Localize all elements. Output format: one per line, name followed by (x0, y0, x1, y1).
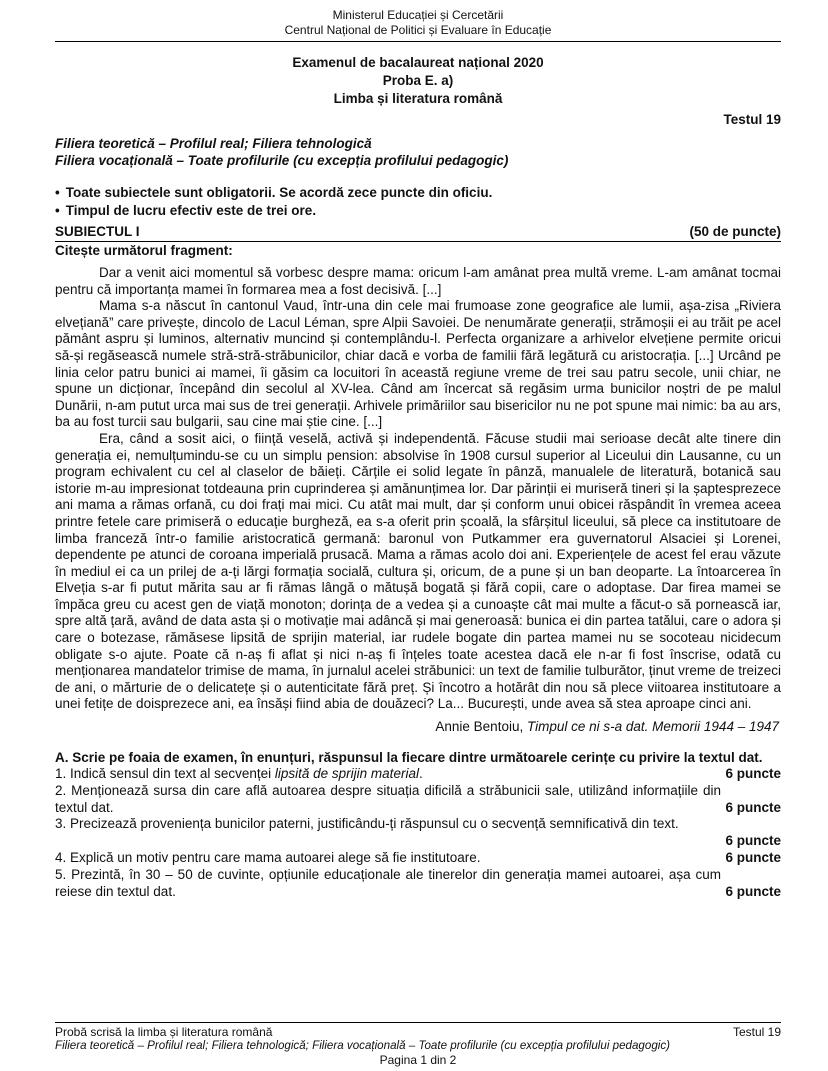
footer-page-number: Pagina 1 din 2 (379, 1053, 457, 1067)
question-text: 4. Explică un motiv pentru care mama autoarei alege să fie institutoare. (55, 850, 481, 866)
fragment-author: Annie Bentoiu, (435, 719, 524, 735)
question-4 (55, 850, 781, 867)
exam-subject: Limba și literatura română (333, 91, 503, 106)
exam-title-block (55, 54, 781, 108)
question-3 (55, 816, 781, 850)
filiere-block (55, 135, 781, 169)
fragment-work-title: Timpul ce ni s-a dat. Memorii 1944 – 1947 (526, 719, 779, 735)
section-points: (50 de puncte) (689, 224, 781, 239)
fragment-paragraph: Mama s-a născut în cantonul Vaud, într-una din cele mai frumoase zone geografice ale lumii, așa-zisa „Riviera elvețiană” care privește, dincolo de Lacul Léman, spre Alpii Savoiei. De nenumărate generații, strămoșii ei au trăit pe acel pământ aspru și luminos, alternativ muncind și contemplându-l. Perfecta organizare a arhivelor elvețiene permite oricui să-și regăsească numele stră-stră-străbunicilor, chiar dacă e vorba de familii fără legătură cu aristocrația. [...] Urcând pe linia celor patru bunici ai mamei, îi găsim ca locuitori în această regiune vreme de trei sau patru secole, unii chiar, ne spune un dicționar, începând din secolul al XV-lea. Când am încercat să regăsim urma bunicilor noștri de pe malul Dunării, n-am putut urca mai sus de trei generații. Arhivele primăriilor sau bisericilor nu ne pot spune mai nimic: ba au ars, ba au fost turcii sau bulgarii, sau cine mai știe cine. [...] (55, 298, 781, 430)
page-header (55, 8, 781, 38)
footer-test-number: Testul 19 (732, 1025, 781, 1039)
question-text-end: . (418, 766, 423, 782)
exam-proba: Proba E. a) (382, 73, 454, 88)
question-points: 6 puncte (725, 799, 781, 815)
question-text: 1. Indică sensul din text al secvenței (55, 766, 275, 782)
section-name: SUBIECTUL I (55, 224, 140, 239)
center-name: Centrul Național de Politici și Evaluare în Educație (284, 23, 552, 37)
question-points: 6 puncte (725, 833, 781, 849)
literary-fragment (55, 265, 781, 713)
question-text: 3. Precizează proveniența bunicilor paterni, justificându-ți răspunsul cu o secvență semnificativă din text. (55, 816, 679, 832)
header-divider (55, 41, 781, 42)
exam-title: Examenul de bacalaureat național 2020 (292, 55, 544, 70)
question-quoted-sequence: lipsită de sprijin material (274, 766, 419, 782)
section-header (55, 223, 781, 242)
ministry-name: Ministerul Educației și Cercetării (332, 8, 504, 22)
question-1 (55, 766, 781, 783)
fragment-paragraph: Era, când a sosit aici, o ființă veselă, activă și independentă. Făcuse studii mai serioase decât alte tinere din generația ei, nemulțumindu-se cu un simplu pension: absolvise în 1908 cursul superior al Liceului din Lausanne, cu un program echivalent cu cel al claselor de băieți. Cărțile ei solid legate în pânză, manualele de literatură, botanică sau istorie m-au impresionat totdeauna prin cuprinderea și amănunțimea lor. Dar părinții ei muriseră tineri și la șaptesprezece ani mama a rămas orfană, cu doi frați mai mici. Cu atât mai mult, dar și conform unui obicei răspândit în vremea aceea printre fetele care primiseră o educație burgheză, ea s-a oferit prin școală, la sfârșitul liceului, să plece ca institutoare de limba franceză într-o familie aristocratică germană: baronul von Putkammer era guvernatorul Alsaciei și Lorenei, dependente pe atunci de coroana imperială prusacă. Mama a rămas acolo doi ani. Experiențele de acest fel erau văzute în mediul ei ca un prilej de a-ți lărgi formația socială, cultura și, oricum, de a pune și un ban deoparte. La întoarcerea în Elveția s-ar fi putut mărita sau ar fi rămas lângă o mătușă bogată și fără copii, care o adoptase. Dar firea mamei se împăca greu cu acest gen de viață monoton; dorința de a vedea și a cunoaște cât mai multe a făcut-o să pornească iar, spre altă țară, având de data asta și o motivație mai adâncă și mai generoasă: bunica ei din partea tatălui, care o adora și care o botezase, rămăsese lipsită de sprijin material, iar rudele bogate din partea mamei nu se socoteau nicidecum obligate s-o ajute. Poate că n-aș fi aflat și nici n-aș fi înțeles toate acestea dacă ele n-ar fi fost înscrise, odată cu menționarea mandatelor trimise de mama, în jurnalul acelei străbunici: un text de familie tulburător, ținut vreme de treizeci de ani, o mărturie de o delicatețe și o autenticitate fără preț. Și încotro a hotărât din nou să plece viitoarea institutoare a unei fetițe de doisprezece ani, ea însăși fiind abia de douăzeci? La... București, unde avea să stea aproape cinci ani. (55, 430, 781, 712)
question-points: 6 puncte (725, 850, 781, 866)
fragment-paragraph: Dar a venit aici momentul să vorbesc despre mama: oricum l-am amânat prea multă vreme. L-am amânat tocmai pentru că importanța mamei în formarea mea a fost decisivă. [...] (55, 265, 781, 297)
footer-exam-name: Probă scrisă la limba și literatura română (55, 1025, 273, 1039)
rule-item: • Timpul de lucru efectiv este de trei ore. (55, 202, 781, 220)
filiera-line-1: Filiera teoretică – Profilul real; Filiera tehnologică (55, 136, 372, 151)
rule-item: • Toate subiectele sunt obligatorii. Se acordă zece puncte din oficiu. (55, 184, 781, 202)
exam-rules (55, 184, 781, 220)
question-5 (55, 867, 781, 901)
question-text: 2. Menționează sursa din care află autoarea despre situația dificilă a străbunicii sale, utilizând informațiile din textul dat. (55, 782, 721, 815)
footer-filiere: Filiera teoretică – Profilul real; Filiera tehnologică; Filiera vocațională – Toate profilurile (cu excepția profilului pedagogic) (55, 1039, 671, 1052)
part-a-heading: A. Scrie pe foaia de examen, în enunțuri, răspunsul la fiecare dintre următoarele cerințe cu privire la textul dat. (55, 750, 763, 766)
exam-page (55, 8, 781, 900)
fragment-attribution (55, 718, 779, 735)
question-points: 6 puncte (725, 766, 781, 782)
page-footer (55, 1022, 781, 1067)
test-number: Testul 19 (723, 112, 781, 127)
section-instruction: Citește următorul fragment: (55, 243, 233, 258)
question-2 (55, 783, 781, 817)
question-points: 6 puncte (725, 883, 781, 899)
question-text: 5. Prezintă, în 30 – 50 de cuvinte, opțiunile educaționale ale tinerelor din generația mamei autoarei, așa cum reiese din textul dat. (55, 866, 721, 899)
filiera-line-2: Filiera vocațională – Toate profilurile (cu excepția profilului pedagogic) (55, 153, 509, 168)
